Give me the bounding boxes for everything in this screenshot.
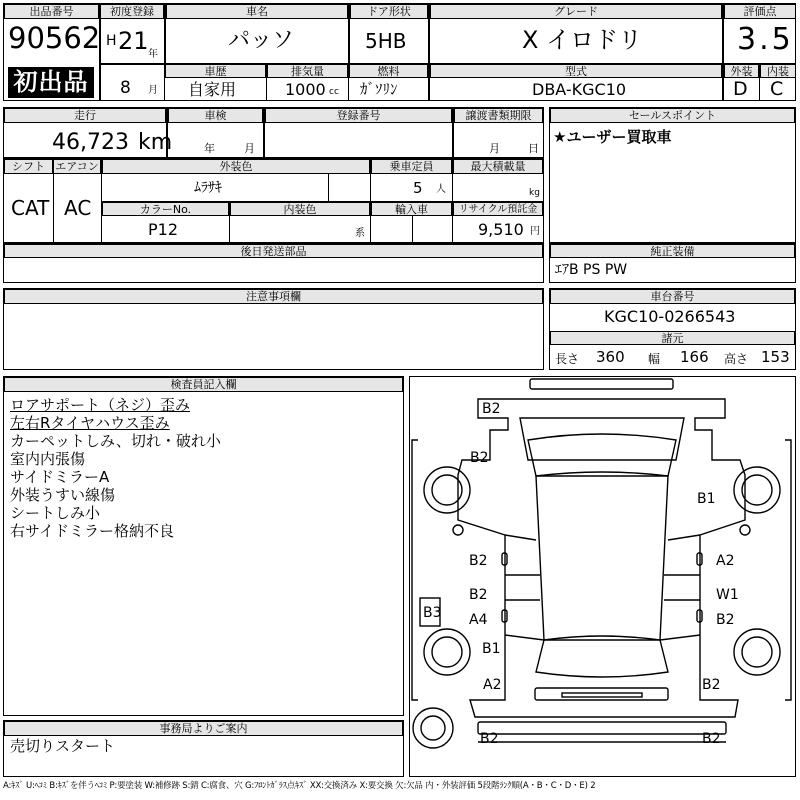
damage-mark: W1 <box>716 587 739 603</box>
damage-mark: B2 <box>469 587 488 603</box>
recycle-unit: 円 <box>530 226 540 237</box>
seats-unit: 人 <box>436 184 446 195</box>
int-score: C <box>770 78 784 100</box>
model-label: 型式 <box>430 64 722 78</box>
grade-label: グレード <box>430 4 722 19</box>
sales-label: セールスポイント <box>550 108 795 123</box>
lot-number: 90562 <box>8 21 101 55</box>
transfer-label: 譲渡書類期限 <box>454 108 543 123</box>
inspect-month-unit: 月 <box>244 142 255 155</box>
length: 360 <box>596 348 625 366</box>
later-label: 後日発送部品 <box>4 244 543 258</box>
inspector-note: カーペットしみ、切れ・破れ小 <box>10 432 221 450</box>
history-label: 車歴 <box>165 64 266 78</box>
shift-label: シフト <box>4 159 53 174</box>
lot-label: 出品番号 <box>4 4 99 19</box>
mirror-left <box>453 525 463 535</box>
reg-label: 初度登録 <box>100 4 164 19</box>
wheel-front-right <box>734 467 780 513</box>
inspector-note: 左右Rタイヤハウス歪み <box>10 414 170 432</box>
int-label: 内装 <box>760 64 796 78</box>
equip-label: 純正装備 <box>550 244 795 258</box>
damage-mark: A2 <box>716 553 735 569</box>
month-unit: 月 <box>148 85 158 96</box>
damage-mark: B3 <box>423 605 442 621</box>
equipment: ｴｱB PS PW <box>555 262 628 278</box>
inspect-label: 車検 <box>168 108 263 123</box>
damage-mark: B2 <box>702 731 721 747</box>
year-unit: 年 <box>148 49 158 60</box>
height-label: 高さ <box>724 352 749 366</box>
sales-text: ★ユーザー買取車 <box>553 128 672 146</box>
office-text: 売切りスタート <box>10 737 116 755</box>
recycle-fee: 9,510 <box>478 220 524 239</box>
legend: A:ｷｽﾞ U:ﾍｺﾐ B:ｷｽﾞを伴うﾍｺﾐ P:要塗装 W:補修跡 S:錆 C:腐食、穴 G:ﾌﾛﾝﾄｶﾞﾗｽ点ｷｽﾞ XX:交換済み X:要交換 欠:欠品 内・外装評価 5段階ﾗﾝｸ順(A・B・C・D・E) 2 <box>3 781 596 791</box>
recycle-label: リサイクル預託金 <box>453 202 543 216</box>
disp-unit: cc <box>329 87 339 97</box>
ac-label: エアコン <box>53 159 101 174</box>
mirror-right <box>740 525 750 535</box>
width-label: 幅 <box>648 352 661 366</box>
door-type: 5HB <box>365 29 407 53</box>
grade: X イロドリ <box>522 26 643 54</box>
car-diagram <box>410 377 795 776</box>
reg-month: 8 <box>120 78 131 98</box>
damage-mark: B2 <box>470 450 489 466</box>
wheel-rear-left <box>424 629 470 675</box>
color-label: 外装色 <box>102 159 370 174</box>
length-label: 長さ <box>555 352 580 366</box>
score-label: 評価点 <box>724 4 796 19</box>
inspector-note: 外装うすい線傷 <box>10 486 116 504</box>
intcolor-label: 内装色 <box>230 202 370 216</box>
damage-mark: B2 <box>702 677 721 693</box>
ext-score: D <box>733 78 748 100</box>
specs-label: 諸元 <box>550 331 795 345</box>
chassis-label: 車台番号 <box>550 289 795 304</box>
chassis-number: KGC10-0266543 <box>604 307 736 326</box>
notes-label: 注意事項欄 <box>4 289 543 304</box>
windshield-shape <box>528 434 676 476</box>
door-label: ドア形状 <box>350 4 428 19</box>
roof-shape <box>536 476 668 640</box>
damage-mark: B1 <box>697 491 716 507</box>
shift: CAT <box>11 196 50 220</box>
seats: 5 <box>413 179 423 197</box>
name-label: 車名 <box>166 4 348 19</box>
first-listing-badge: 初出品 <box>8 67 94 98</box>
ac: AC <box>64 196 92 220</box>
height: 153 <box>761 348 790 366</box>
spare-wheel <box>413 708 453 748</box>
seats-label: 乗車定員 <box>371 159 452 174</box>
inspect-year-unit: 年 <box>204 142 215 155</box>
score: 3.5 <box>737 22 794 57</box>
car-name: パッソ <box>228 28 295 53</box>
inspector-note: サイドミラーA <box>10 468 110 486</box>
damage-mark: B2 <box>480 731 499 747</box>
import-label: 輸入車 <box>371 202 452 216</box>
plate-label: 登録番号 <box>265 108 452 123</box>
damage-mark: B2 <box>716 612 735 628</box>
fuel-label: 燃料 <box>349 64 428 78</box>
damage-mark: A2 <box>483 677 502 693</box>
ext-color: ﾑﾗｻｷ <box>194 180 222 196</box>
ext-label: 外装 <box>724 64 759 78</box>
reg-year: 21 <box>118 27 149 55</box>
fuel: ｶﾞｿﾘﾝ <box>360 80 398 98</box>
colorno-label: カラーNo. <box>102 202 229 216</box>
disp-label: 排気量 <box>267 64 348 78</box>
front-bumper-shape <box>530 379 673 389</box>
intcolor-unit: 系 <box>355 228 365 239</box>
reg-era: H <box>106 33 117 49</box>
mileage-label: 走行 <box>4 108 166 123</box>
inspector-note: 右サイドミラー格納不良 <box>10 522 174 540</box>
inspector-note: 室内内張傷 <box>10 450 86 468</box>
inspector-label: 検査員記入欄 <box>4 377 403 392</box>
mileage-unit: km <box>138 130 173 155</box>
damage-mark: B1 <box>482 641 501 657</box>
transfer-day-unit: 日 <box>528 142 539 155</box>
transfer-month-unit: 月 <box>489 142 500 155</box>
colorno: P12 <box>148 220 179 239</box>
model-code: DBA-KGC10 <box>532 80 627 99</box>
load-label: 最大積載量 <box>453 159 543 174</box>
rear-bumper-shape <box>535 688 668 700</box>
damage-mark: B2 <box>482 401 501 417</box>
hood-shape <box>520 418 684 460</box>
inspector-note: シートしみ小 <box>10 504 101 522</box>
office-label: 事務局よりご案内 <box>4 721 403 736</box>
wheel-front-left <box>424 467 470 513</box>
damage-mark: A4 <box>469 612 488 628</box>
rear-window-shape <box>536 636 668 677</box>
wheel-rear-right <box>734 629 780 675</box>
damage-mark: B2 <box>469 553 488 569</box>
load-unit: kg <box>529 188 540 198</box>
width: 166 <box>680 348 709 366</box>
mileage: 46,723 <box>52 130 129 155</box>
displacement: 1000 <box>285 80 326 99</box>
inspector-note: ロアサポート（ネジ）歪み <box>10 396 191 414</box>
history: 自家用 <box>188 80 237 99</box>
